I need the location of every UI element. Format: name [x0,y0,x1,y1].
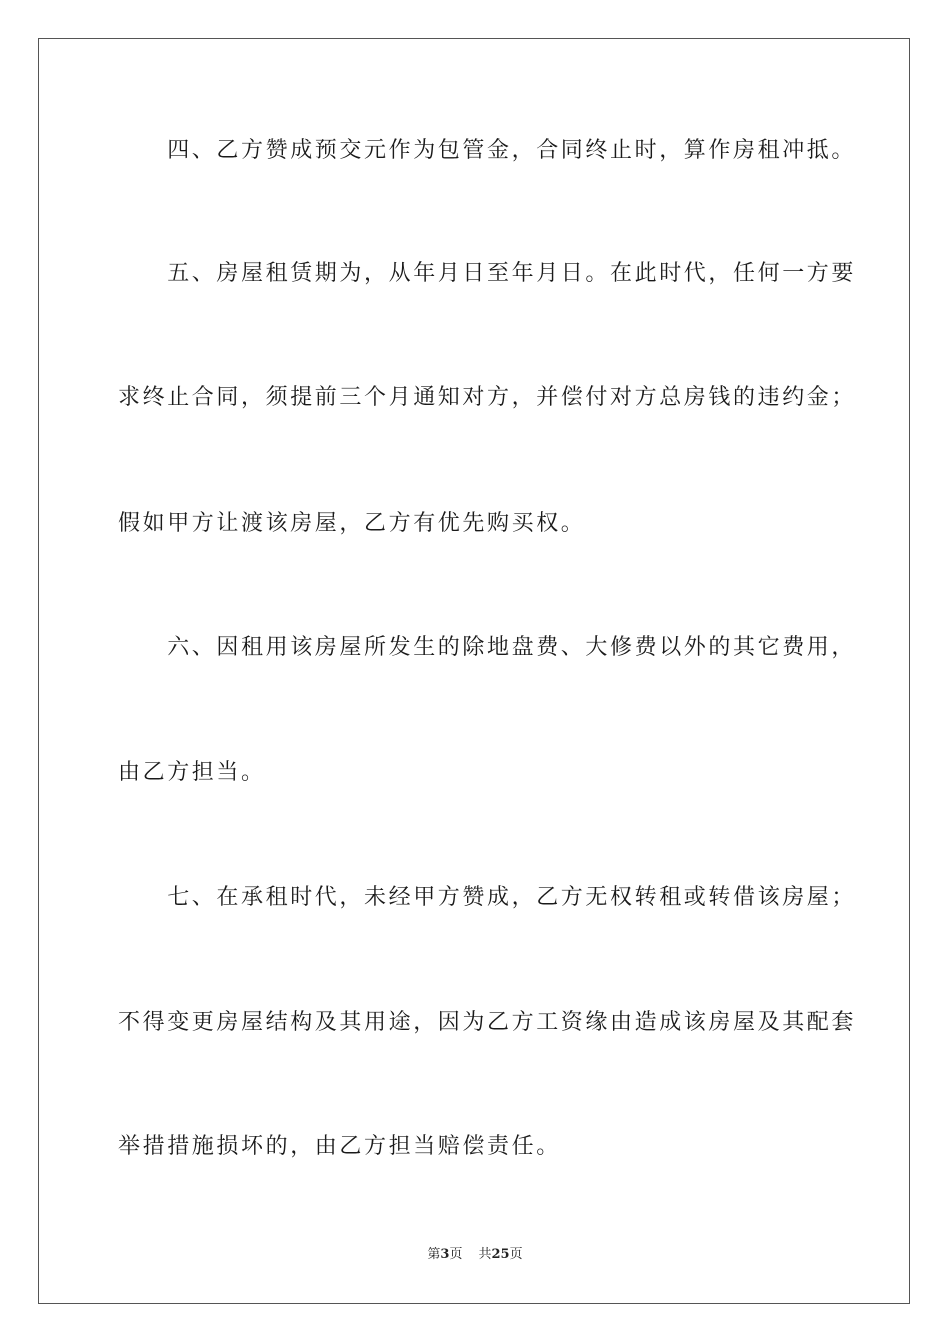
paragraph-line-5: 六、因租用该房屋所发生的除地盘费、大修费以外的其它费用， [118,635,857,660]
page-footer [0,1246,950,1264]
footer-page-suffix: 页 [449,1247,463,1262]
footer-total-pages: 25 [491,1247,510,1262]
paragraph-line-6: 由乙方担当。 [118,760,266,785]
paragraph-line-3: 求终止合同，须提前三个月通知对方，并偿付对方总房钱的违约金； [118,385,857,410]
footer-total-suffix: 页 [509,1247,523,1262]
footer-total-prefix: 共 [478,1247,492,1262]
paragraph-line-9: 举措措施损坏的，由乙方担当赔偿责任。 [118,1134,561,1159]
paragraph-line-7: 七、在承租时代，未经甲方赞成，乙方无权转租或转借该房屋； [118,885,857,910]
page-border [38,38,910,1304]
paragraph-line-4: 假如甲方让渡该房屋，乙方有优先购买权。 [118,511,586,536]
footer-page-number: 3 [440,1247,450,1262]
paragraph-line-8: 不得变更房屋结构及其用途，因为乙方工资缘由造成该房屋及其配套 [118,1010,857,1035]
paragraph-line-1: 四、乙方赞成预交元作为包管金，合同终止时，算作房租冲抵。 [118,138,857,163]
paragraph-line-2: 五、房屋租赁期为，从年月日至年月日。在此时代，任何一方要 [118,261,857,286]
footer-page-prefix: 第 [427,1247,441,1262]
